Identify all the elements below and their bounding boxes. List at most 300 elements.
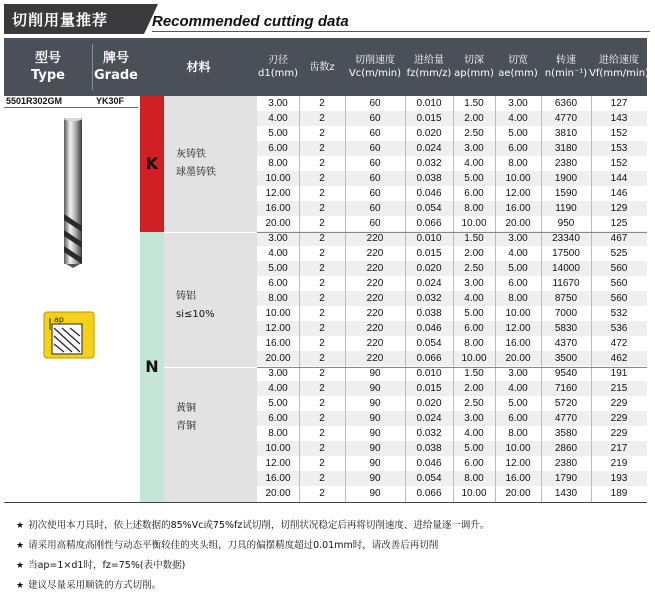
header-d1-l2: d1(mm) [258, 68, 298, 79]
group-letter-k: K [145, 154, 159, 173]
table-cell: 7000 [554, 308, 578, 319]
table-cell: 217 [610, 443, 628, 454]
table-cell: 0.066 [416, 488, 442, 499]
table-cell: 3500 [554, 353, 578, 364]
table-row [257, 411, 647, 426]
table-cell: 152 [610, 158, 628, 169]
table-cell: 4.00 [508, 113, 528, 124]
table-cell: 2 [319, 143, 325, 154]
note-text: 初次使用本刀具时，依上述数据的85%Vc或75%fz试切削，切削状况稳定后再将切削速度、进给量逐一调升。 [28, 520, 490, 531]
table-cell: 10.00 [505, 308, 531, 319]
table-cell: 0.015 [416, 113, 442, 124]
table-cell: 0.015 [416, 383, 442, 394]
table-cell: 4370 [554, 338, 578, 349]
cutting-depth-ap-icon [42, 310, 96, 360]
table-cell: 12.00 [505, 188, 531, 199]
title-tab [4, 4, 144, 34]
table-cell: 2 [319, 128, 325, 139]
table-cell: 16.00 [505, 203, 531, 214]
table-cell: 6.00 [464, 458, 484, 469]
table-cell: 2 [319, 203, 325, 214]
material-gray-cast-iron: 灰铸铁 [176, 149, 206, 160]
table-cell: 16.00 [505, 473, 531, 484]
table-row [257, 156, 647, 171]
table-cell: 4.00 [268, 383, 288, 394]
table-cell: 60 [369, 128, 381, 139]
table-cell: 8.00 [268, 428, 288, 439]
table-cell: 129 [610, 203, 628, 214]
header-grade-cn: 牌号 [102, 51, 129, 66]
table-row [257, 201, 647, 216]
header-vf-l2: Vf(mm/min) [589, 68, 649, 79]
column-divider [591, 96, 592, 502]
table-cell: 1900 [554, 173, 578, 184]
material-cast-aluminum: 铸铝 [176, 291, 196, 302]
column-divider [453, 96, 454, 502]
table-cell: 20.00 [505, 488, 531, 499]
table-cell: 560 [610, 263, 628, 274]
table-cell: 2 [319, 293, 325, 304]
table-cell: 90 [369, 443, 381, 454]
header-ae-l1: 切宽 [508, 55, 528, 66]
table-cell: 20.00 [265, 488, 291, 499]
table-cell: 3.00 [464, 413, 484, 424]
table-row [257, 351, 647, 366]
table-row [257, 126, 647, 141]
table-cell: 1.50 [464, 368, 484, 379]
header-ae-l2: ae(mm) [498, 68, 538, 79]
table-cell: 60 [369, 143, 381, 154]
table-cell: 60 [369, 158, 381, 169]
table-cell: 12.00 [505, 458, 531, 469]
table-cell: 0.032 [416, 293, 442, 304]
table-cell: 16.00 [265, 203, 291, 214]
table-cell: 90 [369, 428, 381, 439]
table-row [257, 426, 647, 441]
table-cell: 9540 [554, 368, 578, 379]
table-cell: 0.020 [416, 398, 442, 409]
table-cell: 90 [369, 398, 381, 409]
table-bottom-line [4, 502, 647, 503]
table-cell: 2.00 [464, 383, 484, 394]
table-cell: 2 [319, 458, 325, 469]
table-cell: 472 [610, 338, 628, 349]
table-cell: 60 [369, 188, 381, 199]
title-bar [4, 4, 650, 34]
header-grade [92, 38, 140, 96]
table-cell: 8.00 [464, 203, 484, 214]
table-cell: 12.00 [265, 458, 291, 469]
table-cell: 6360 [554, 98, 578, 109]
table-cell: 220 [366, 278, 384, 289]
table-cell: 5.00 [464, 308, 484, 319]
table-cell: 189 [610, 488, 628, 499]
table-cell: 229 [610, 428, 628, 439]
table-cell: 5830 [554, 323, 578, 334]
table-cell: 0.010 [416, 368, 442, 379]
type-code: 5501R302GM [6, 96, 63, 106]
title-en: Recommended cutting data [152, 13, 349, 30]
table-cell: 5720 [554, 398, 578, 409]
header-n-l1: 转速 [556, 55, 576, 66]
table-cell: 60 [369, 218, 381, 229]
column-divider [299, 96, 300, 502]
table-cell: 2 [319, 263, 325, 274]
table-cell: 4770 [554, 113, 578, 124]
table-cell: 0.046 [416, 458, 442, 469]
table-cell: 2.50 [464, 128, 484, 139]
table-cell: 0.054 [416, 473, 442, 484]
table-cell: 6.00 [508, 143, 528, 154]
table-row [257, 261, 647, 276]
table-cell: 191 [610, 368, 628, 379]
table-cell: 6.00 [268, 413, 288, 424]
table-cell: 60 [369, 203, 381, 214]
table-cell: 10.00 [265, 308, 291, 319]
header-d1-l1: 刃径 [268, 55, 288, 66]
table-cell: 90 [369, 413, 381, 424]
group-band-k [140, 96, 164, 232]
table-cell: 2 [319, 248, 325, 259]
table-cell: 3.00 [464, 143, 484, 154]
table-cell: 6.00 [508, 413, 528, 424]
table-cell: 20.00 [505, 218, 531, 229]
table-cell: 2 [319, 278, 325, 289]
note-item [16, 556, 646, 576]
table-cell: 0.024 [416, 143, 442, 154]
table-cell: 4.00 [508, 248, 528, 259]
table-cell: 60 [369, 98, 381, 109]
table-row [257, 396, 647, 411]
table-row [257, 216, 647, 231]
table-cell: 23340 [552, 233, 580, 244]
table-cell: 0.038 [416, 173, 442, 184]
table-cell: 11670 [552, 278, 580, 289]
table-cell: 16.00 [265, 338, 291, 349]
title-cn: 切削用量推荐 [12, 11, 109, 29]
title-underline [152, 31, 650, 32]
header-vf [591, 38, 647, 96]
table-cell: 2.00 [464, 248, 484, 259]
material-k [176, 146, 216, 182]
table-row [257, 111, 647, 126]
table-cell: 3810 [554, 128, 578, 139]
table-cell: 4770 [554, 413, 578, 424]
table-cell: 8.00 [508, 158, 528, 169]
table-cell: 10.00 [505, 443, 531, 454]
table-cell: 2 [319, 383, 325, 394]
table-cell: 6.00 [508, 278, 528, 289]
star-icon: ★ [16, 541, 25, 551]
header-ap [453, 38, 495, 96]
table-cell: 10.00 [265, 173, 291, 184]
table-cell: 0.024 [416, 278, 442, 289]
table-cell: 5.00 [508, 398, 528, 409]
table-cell: 0.038 [416, 443, 442, 454]
header-type-en: Type [31, 68, 65, 83]
table-cell: 2 [319, 398, 325, 409]
table-cell: 6.00 [464, 323, 484, 334]
table-cell: 143 [610, 113, 628, 124]
star-icon: ★ [16, 581, 25, 591]
table-cell: 220 [366, 338, 384, 349]
header-ap-l1: 切深 [464, 55, 484, 66]
table-cell: 10.00 [461, 218, 487, 229]
table-cell: 4.00 [464, 428, 484, 439]
header-z-label: 齿数z [309, 61, 335, 73]
table-cell: 5.00 [268, 263, 288, 274]
table-cell: 20.00 [265, 353, 291, 364]
table-cell: 2 [319, 308, 325, 319]
table-cell: 2 [319, 218, 325, 229]
table-cell: 220 [366, 248, 384, 259]
table-row [257, 306, 647, 321]
table-cell: 12.00 [265, 188, 291, 199]
table-cell: 2.50 [464, 398, 484, 409]
header-vc-l2: Vc(m/min) [348, 68, 402, 79]
table-cell: 193 [610, 473, 628, 484]
table-cell: 229 [610, 413, 628, 424]
table-cell: 1590 [554, 188, 578, 199]
table-cell: 560 [610, 278, 628, 289]
table-cell: 1190 [555, 203, 577, 214]
table-cell: 12.00 [265, 323, 291, 334]
material-n-copper [176, 400, 196, 436]
table-cell: 215 [610, 383, 628, 394]
table-cell: 0.046 [416, 188, 442, 199]
table-cell: 0.010 [416, 233, 442, 244]
table-cell: 10.00 [505, 173, 531, 184]
table-cell: 2380 [554, 158, 578, 169]
table-cell: 2 [319, 98, 325, 109]
note-item [16, 536, 646, 556]
table-cell: 536 [610, 323, 628, 334]
header-vc-l1: 切削速度 [355, 55, 395, 66]
column-divider [541, 96, 542, 502]
table-cell: 2860 [554, 443, 578, 454]
table-cell: 0.038 [416, 308, 442, 319]
header-type-cn: 型号 [34, 51, 61, 66]
table-cell: 8.00 [268, 158, 288, 169]
table-cell: 0.054 [416, 203, 442, 214]
star-icon: ★ [16, 561, 25, 571]
table-cell: 0.010 [416, 98, 442, 109]
table-cell: 3580 [554, 428, 578, 439]
table-cell: 4.00 [508, 383, 528, 394]
table-cell: 17500 [552, 248, 580, 259]
table-cell: 3.00 [508, 368, 528, 379]
table-cell: 525 [610, 248, 628, 259]
table-row [257, 291, 647, 306]
table-cell: 90 [369, 488, 381, 499]
table-cell: 12.00 [505, 323, 531, 334]
table-row [257, 441, 647, 456]
table-cell: 467 [610, 233, 628, 244]
table-cell: 60 [369, 173, 381, 184]
table-cell: 0.032 [416, 428, 442, 439]
note-text: 建议尽量采用顺铣的方式切削。 [28, 580, 162, 591]
table-row [257, 321, 647, 336]
table-cell: 2 [319, 428, 325, 439]
table-cell: 20.00 [505, 353, 531, 364]
table-cell: 1430 [554, 488, 578, 499]
table-cell: 220 [366, 323, 384, 334]
table-cell: 4.00 [268, 113, 288, 124]
table-cell: 3.00 [508, 98, 528, 109]
column-divider [405, 96, 406, 502]
table-cell: 90 [369, 383, 381, 394]
note-item [16, 576, 646, 596]
table-row [257, 246, 647, 261]
note-text: 当ap=1×d1时，fz=75%(表中数据) [28, 560, 186, 571]
table-cell: 3.00 [508, 233, 528, 244]
material-brass: 黄铜 [176, 403, 196, 414]
table-row [257, 471, 647, 486]
table-cell: 4.00 [268, 248, 288, 259]
header-n [541, 38, 591, 96]
table-cell: 90 [369, 458, 381, 469]
table-cell: 0.032 [416, 158, 442, 169]
table-cell: 2 [319, 338, 325, 349]
codes-underline [4, 107, 138, 108]
table-cell: 6.00 [464, 188, 484, 199]
table-cell: 2 [319, 473, 325, 484]
material-si-content: si≤10% [176, 309, 215, 320]
group-divider [257, 367, 647, 368]
material-separator [164, 367, 257, 368]
material-bronze: 青铜 [176, 421, 196, 432]
table-cell: 10.00 [461, 353, 487, 364]
table-cell: 6.00 [268, 143, 288, 154]
table-cell: 146 [610, 188, 628, 199]
table-cell: 2 [319, 113, 325, 124]
table-cell: 2 [319, 233, 325, 244]
table-cell: 532 [610, 308, 628, 319]
group-divider [257, 232, 647, 233]
table-cell: 8.00 [464, 338, 484, 349]
table-cell: 8750 [554, 293, 578, 304]
header-ap-l2: ap(mm) [454, 68, 494, 79]
group-band-n [140, 232, 164, 502]
header-fz-l1: 进给量 [414, 55, 444, 66]
table-cell: 220 [366, 233, 384, 244]
table-cell: 2 [319, 158, 325, 169]
table-cell: 2 [319, 173, 325, 184]
material-n-aluminum [176, 288, 215, 324]
table-cell: 10.00 [265, 443, 291, 454]
table-cell: 7160 [554, 383, 578, 394]
table-cell: 0.015 [416, 248, 442, 259]
header-material-label: 材料 [186, 59, 211, 74]
table-cell: 1.50 [464, 233, 484, 244]
table-cell: 127 [610, 98, 628, 109]
table-cell: 16.00 [505, 338, 531, 349]
material-separator [164, 232, 257, 233]
header-material [140, 38, 257, 96]
header-d1 [257, 38, 299, 96]
table-row [257, 456, 647, 471]
table-cell: 0.020 [416, 128, 442, 139]
table-cell: 90 [369, 368, 381, 379]
table-cell: 144 [610, 173, 628, 184]
table-cell: 220 [366, 263, 384, 274]
table-cell: 0.046 [416, 323, 442, 334]
table-cell: 90 [369, 473, 381, 484]
table-cell: 3.00 [268, 98, 288, 109]
table-row [257, 186, 647, 201]
table-row [257, 486, 647, 501]
table-cell: 8.00 [268, 293, 288, 304]
table-cell: 229 [610, 398, 628, 409]
header-type [4, 38, 92, 96]
table-row [257, 96, 647, 111]
table-cell: 6.00 [268, 278, 288, 289]
grade-code: YK30F [96, 96, 125, 106]
note-item [16, 516, 646, 536]
notes-list [16, 516, 646, 596]
table-cell: 560 [610, 293, 628, 304]
table-cell: 0.054 [416, 338, 442, 349]
table-cell: 60 [369, 113, 381, 124]
table-row [257, 381, 647, 396]
product-codes [4, 96, 138, 107]
header-grade-en: Grade [94, 68, 138, 83]
table-cell: 16.00 [265, 473, 291, 484]
table-cell: 2 [319, 353, 325, 364]
table-cell: 8.00 [464, 473, 484, 484]
header-ae [495, 38, 541, 96]
table-cell: 950 [557, 218, 575, 229]
table-cell: 2 [319, 188, 325, 199]
table-cell: 20.00 [265, 218, 291, 229]
table-cell: 4.00 [464, 158, 484, 169]
table-cell: 2380 [554, 458, 578, 469]
table-cell: 1790 [554, 473, 578, 484]
table-row [257, 141, 647, 156]
table-cell: 220 [366, 353, 384, 364]
table-row [257, 276, 647, 291]
table-cell: 4.00 [464, 293, 484, 304]
table-cell: 3.00 [268, 233, 288, 244]
table-cell: 153 [610, 143, 628, 154]
material-ductile-iron: 球墨铸铁 [176, 167, 216, 178]
header-n-l2: n(min⁻¹) [544, 68, 588, 79]
table-cell: 125 [610, 218, 628, 229]
table-cell: 2.00 [464, 113, 484, 124]
table-cell: 5.00 [508, 128, 528, 139]
table-cell: 8.00 [508, 293, 528, 304]
table-cell: 0.066 [416, 218, 442, 229]
table-cell: 220 [366, 293, 384, 304]
table-cell: 219 [610, 458, 628, 469]
table-cell: 152 [610, 128, 628, 139]
table-row [257, 336, 647, 351]
table-cell: 0.020 [416, 263, 442, 274]
group-letter-n: N [145, 357, 159, 376]
table-cell: 2.50 [464, 263, 484, 274]
header-vf-l1: 进给速度 [599, 55, 639, 66]
table-cell: 2 [319, 368, 325, 379]
table-cell: 5.00 [268, 398, 288, 409]
table-cell: 5.00 [508, 263, 528, 274]
header-fz-l2: fz(mm/z) [406, 68, 452, 79]
table-cell: 3.00 [464, 278, 484, 289]
header-z [299, 38, 345, 96]
table-cell: 220 [366, 308, 384, 319]
table-row [257, 171, 647, 186]
table-cell: 8.00 [508, 428, 528, 439]
table-row [257, 231, 647, 246]
